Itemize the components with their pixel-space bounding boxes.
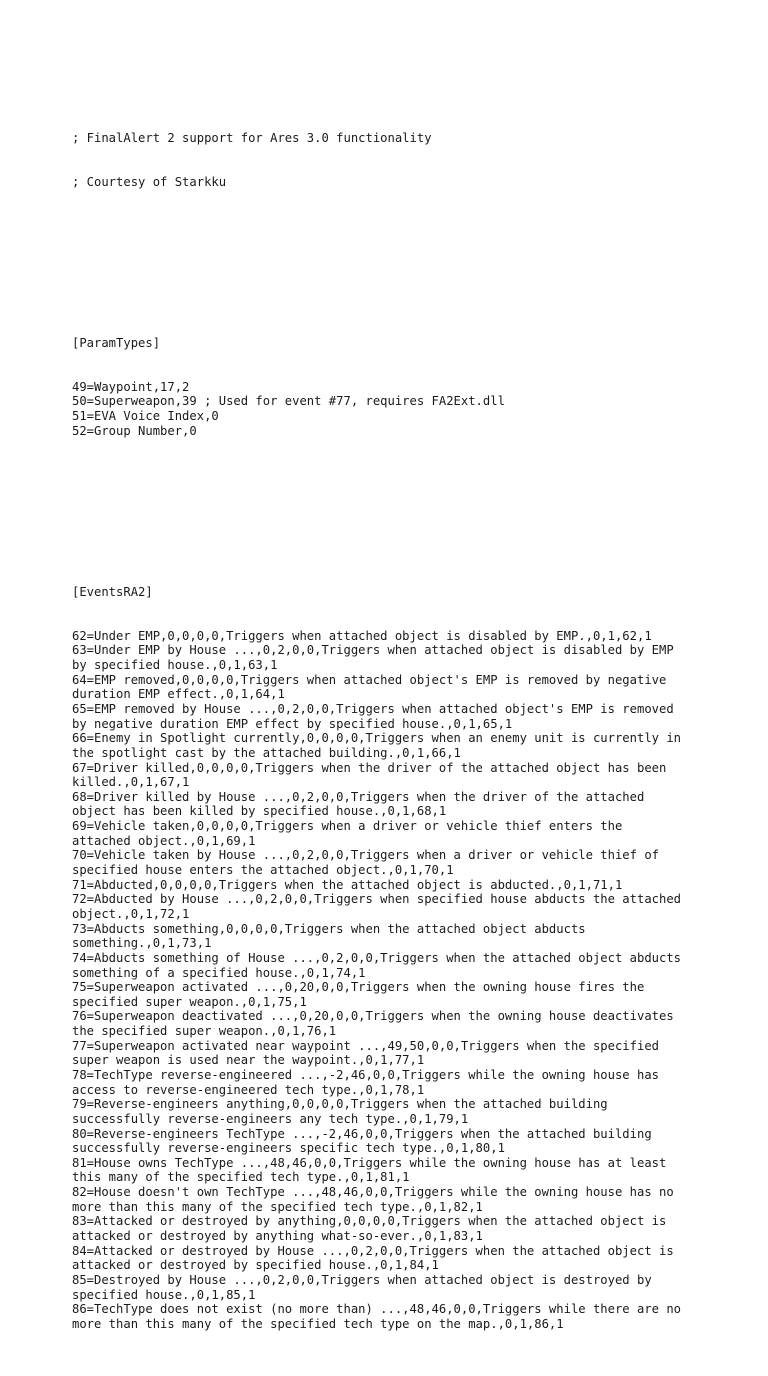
text-line: 50=Superweapon,39 ; Used for event #77, requires FA2Ext.dll [72,394,505,409]
text-line: 82=House doesn't own TechType ...,48,46,0,0,Triggers while the owning house has no [72,1185,674,1200]
blank-line [72,248,712,263]
text-line: 75=Superweapon activated ...,0,20,0,0,Triggers when the owning house fires the [72,980,645,995]
text-line: more than this many of the specified tech type.,0,1,82,1 [72,1199,483,1214]
text-line: object.,0,1,72,1 [72,906,190,921]
text-line: 74=Abducts something of House ...,0,2,0,0,Triggers when the attached object abducts [72,950,682,965]
param-types-section [72,306,712,467]
text-line: successfully reverse-engineers specific tech type.,0,1,80,1 [72,1141,505,1156]
text-line: 67=Driver killed,0,0,0,0,Triggers when the driver of the attached object has been [72,760,667,775]
document-page [72,72,712,1376]
text-line: 86=TechType does not exist (no more than) ...,48,46,0,0,Triggers while there are no [72,1302,682,1317]
text-line: specified house.,0,1,85,1 [72,1287,256,1302]
text-line: something of a specified house.,0,1,74,1 [72,965,366,980]
text-line: 64=EMP removed,0,0,0,0,Triggers when attached object's EMP is removed by negative [72,672,667,687]
text-line: more than this many of the specified tech type on the map.,0,1,86,1 [72,1316,564,1331]
text-line: 69=Vehicle taken,0,0,0,0,Triggers when a driver or vehicle thief enters the [72,819,623,834]
text-line: 85=Destroyed by House ...,0,2,0,0,Triggers when attached object is destroyed by [72,1272,652,1287]
text-line: 77=Superweapon activated near waypoint ...,49,50,0,0,Triggers when the specified [72,1038,659,1053]
text-line: 49=Waypoint,17,2 [72,379,190,394]
text-line: something.,0,1,73,1 [72,936,212,951]
text-line: duration EMP effect.,0,1,64,1 [72,687,285,702]
text-line: access to reverse-engineered tech type.,0,1,78,1 [72,1082,425,1097]
header-comment-line: ; Courtesy of Starkku [72,174,227,189]
text-line: the spotlight cast by the attached building.,0,1,66,1 [72,745,461,760]
text-line: this many of the specified tech type.,0,1,81,1 [72,1170,410,1185]
text-line: 66=Enemy in Spotlight currently,0,0,0,0,Triggers when an enemy unit is currently in [72,731,682,746]
text-line: specified house enters the attached object.,0,1,70,1 [72,863,454,878]
text-line: specified super weapon.,0,1,75,1 [72,994,307,1009]
text-line: 62=Under EMP,0,0,0,0,Triggers when attached object is disabled by EMP.,0,1,62,1 [72,628,652,643]
header-comments [72,101,712,218]
text-line: 78=TechType reverse-engineered ...,-2,46,0,0,Triggers while the owning house has [72,1068,659,1082]
text-line: attacked or destroyed by specified house.,0,1,84,1 [72,1258,439,1273]
text-line: 73=Abducts something,0,0,0,0,Triggers when the attached object abducts [72,921,586,936]
text-line: 63=Under EMP by House ...,0,2,0,0,Triggers when attached object is disabled by EMP [72,643,674,658]
text-line: 80=Reverse-engineers TechType ...,-2,46,0,0,Triggers when the attached building [72,1126,652,1141]
text-line: 70=Vehicle taken by House ...,0,2,0,0,Triggers when a driver or vehicle thief of [72,848,659,863]
section-heading: [ParamTypes] [72,335,161,350]
events-lines [72,629,712,1332]
text-line: 81=House owns TechType ...,48,46,0,0,Triggers while the owning house has at least [72,1155,667,1170]
text-line: attached object.,0,1,69,1 [72,833,256,848]
text-line: object has been killed by specified house.,0,1,68,1 [72,804,447,819]
text-line: 52=Group Number,0 [72,423,197,438]
text-line: 72=Abducted by House ...,0,2,0,0,Triggers when specified house abducts the attached [72,892,682,907]
text-line: 84=Attacked or destroyed by House ...,0,2,0,0,Triggers when the attached object is [72,1243,674,1258]
text-line: by negative duration EMP effect by specified house.,0,1,65,1 [72,716,513,731]
text-line: by specified house.,0,1,63,1 [72,658,278,673]
text-line: super weapon is used near the waypoint.,0,1,77,1 [72,1053,425,1068]
text-line: attacked or destroyed by anything what-so-ever.,0,1,83,1 [72,1229,483,1244]
text-line: 83=Attacked or destroyed by anything,0,0,0,0,Triggers when the attached object is [72,1214,667,1229]
text-line: 71=Abducted,0,0,0,0,Triggers when the attached object is abducted.,0,1,71,1 [72,877,623,892]
text-line: the specified super weapon.,0,1,76,1 [72,1024,337,1039]
text-line: successfully reverse-engineers any tech type.,0,1,79,1 [72,1111,469,1126]
text-line: 51=EVA Voice Index,0 [72,409,219,423]
section-heading: [EventsRA2] [72,584,153,599]
blank-line [72,497,712,512]
text-line: 79=Reverse-engineers anything,0,0,0,0,Triggers when the attached building [72,1097,608,1112]
param-types-lines [72,380,712,439]
text-line: 65=EMP removed by House ...,0,2,0,0,Triggers when attached object's EMP is removed [72,701,674,716]
text-line: 76=Superweapon deactivated ...,0,20,0,0,Triggers when the owning house deactivates [72,1009,674,1024]
header-comment-line: ; FinalAlert 2 support for Ares 3.0 functionality [72,130,432,145]
events-section [72,556,712,1361]
text-line: killed.,0,1,67,1 [72,775,190,790]
text-line: 68=Driver killed by House ...,0,2,0,0,Triggers when the driver of the attached [72,789,645,804]
